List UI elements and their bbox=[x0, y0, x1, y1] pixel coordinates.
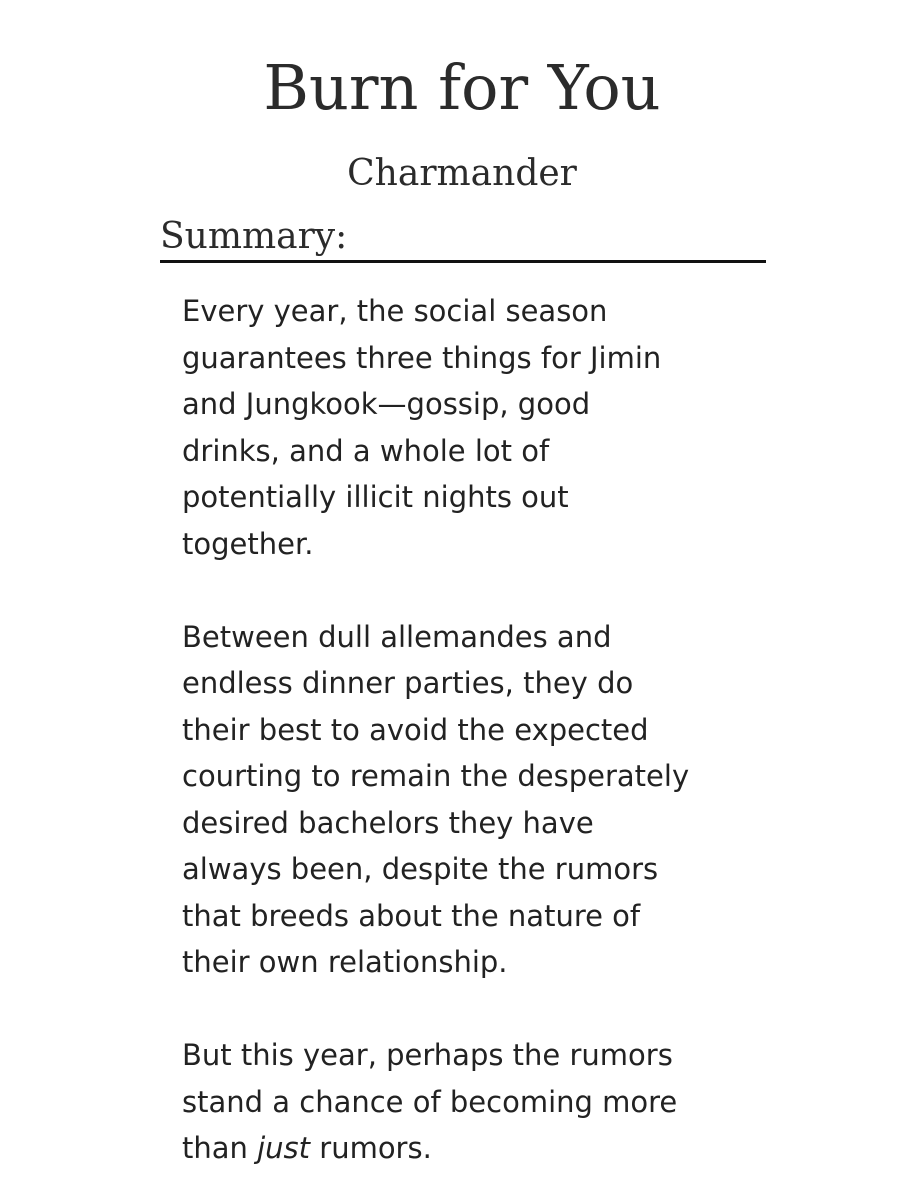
summary-line: their own relationship. bbox=[182, 945, 508, 979]
summary-line: stand a chance of becoming more bbox=[182, 1084, 678, 1119]
summary-line: drinks, and a whole lot of bbox=[182, 433, 550, 468]
summary-line: together. bbox=[182, 526, 314, 561]
emphasized-word: just bbox=[257, 1131, 311, 1165]
summary-line: But this year, perhaps the rumors bbox=[182, 1038, 673, 1072]
summary-line: always been, despite the rumors bbox=[182, 852, 659, 886]
summary-line: and Jungkook—gossip, good bbox=[182, 387, 591, 421]
summary-line: Between dull allemandes and bbox=[182, 619, 612, 654]
summary-text: than bbox=[182, 1131, 258, 1165]
work-author: Charmander bbox=[347, 153, 577, 194]
summary-line: endless dinner parties, they do bbox=[182, 666, 634, 700]
work-title: Burn for You bbox=[263, 51, 661, 124]
summary-paragraph-2 bbox=[182, 614, 762, 986]
summary-line: Every year, the social season bbox=[182, 294, 608, 328]
summary-line: guarantees three things for Jimin bbox=[182, 340, 662, 375]
summary-text: rumors. bbox=[310, 1131, 432, 1165]
summary-paragraph-1 bbox=[182, 288, 762, 567]
summary-heading: Summary: bbox=[160, 214, 766, 263]
summary-paragraph-3 bbox=[182, 1032, 762, 1172]
summary-line-last bbox=[182, 1125, 762, 1172]
summary-line: potentially illicit nights out bbox=[182, 480, 569, 514]
summary-line: their best to avoid the expected bbox=[182, 712, 649, 747]
summary-line: courting to remain the desperately bbox=[182, 759, 690, 793]
summary-line: that breeds about the nature of bbox=[182, 898, 641, 933]
summary-line: desired bachelors they have bbox=[182, 805, 594, 840]
summary-body bbox=[182, 288, 762, 1172]
